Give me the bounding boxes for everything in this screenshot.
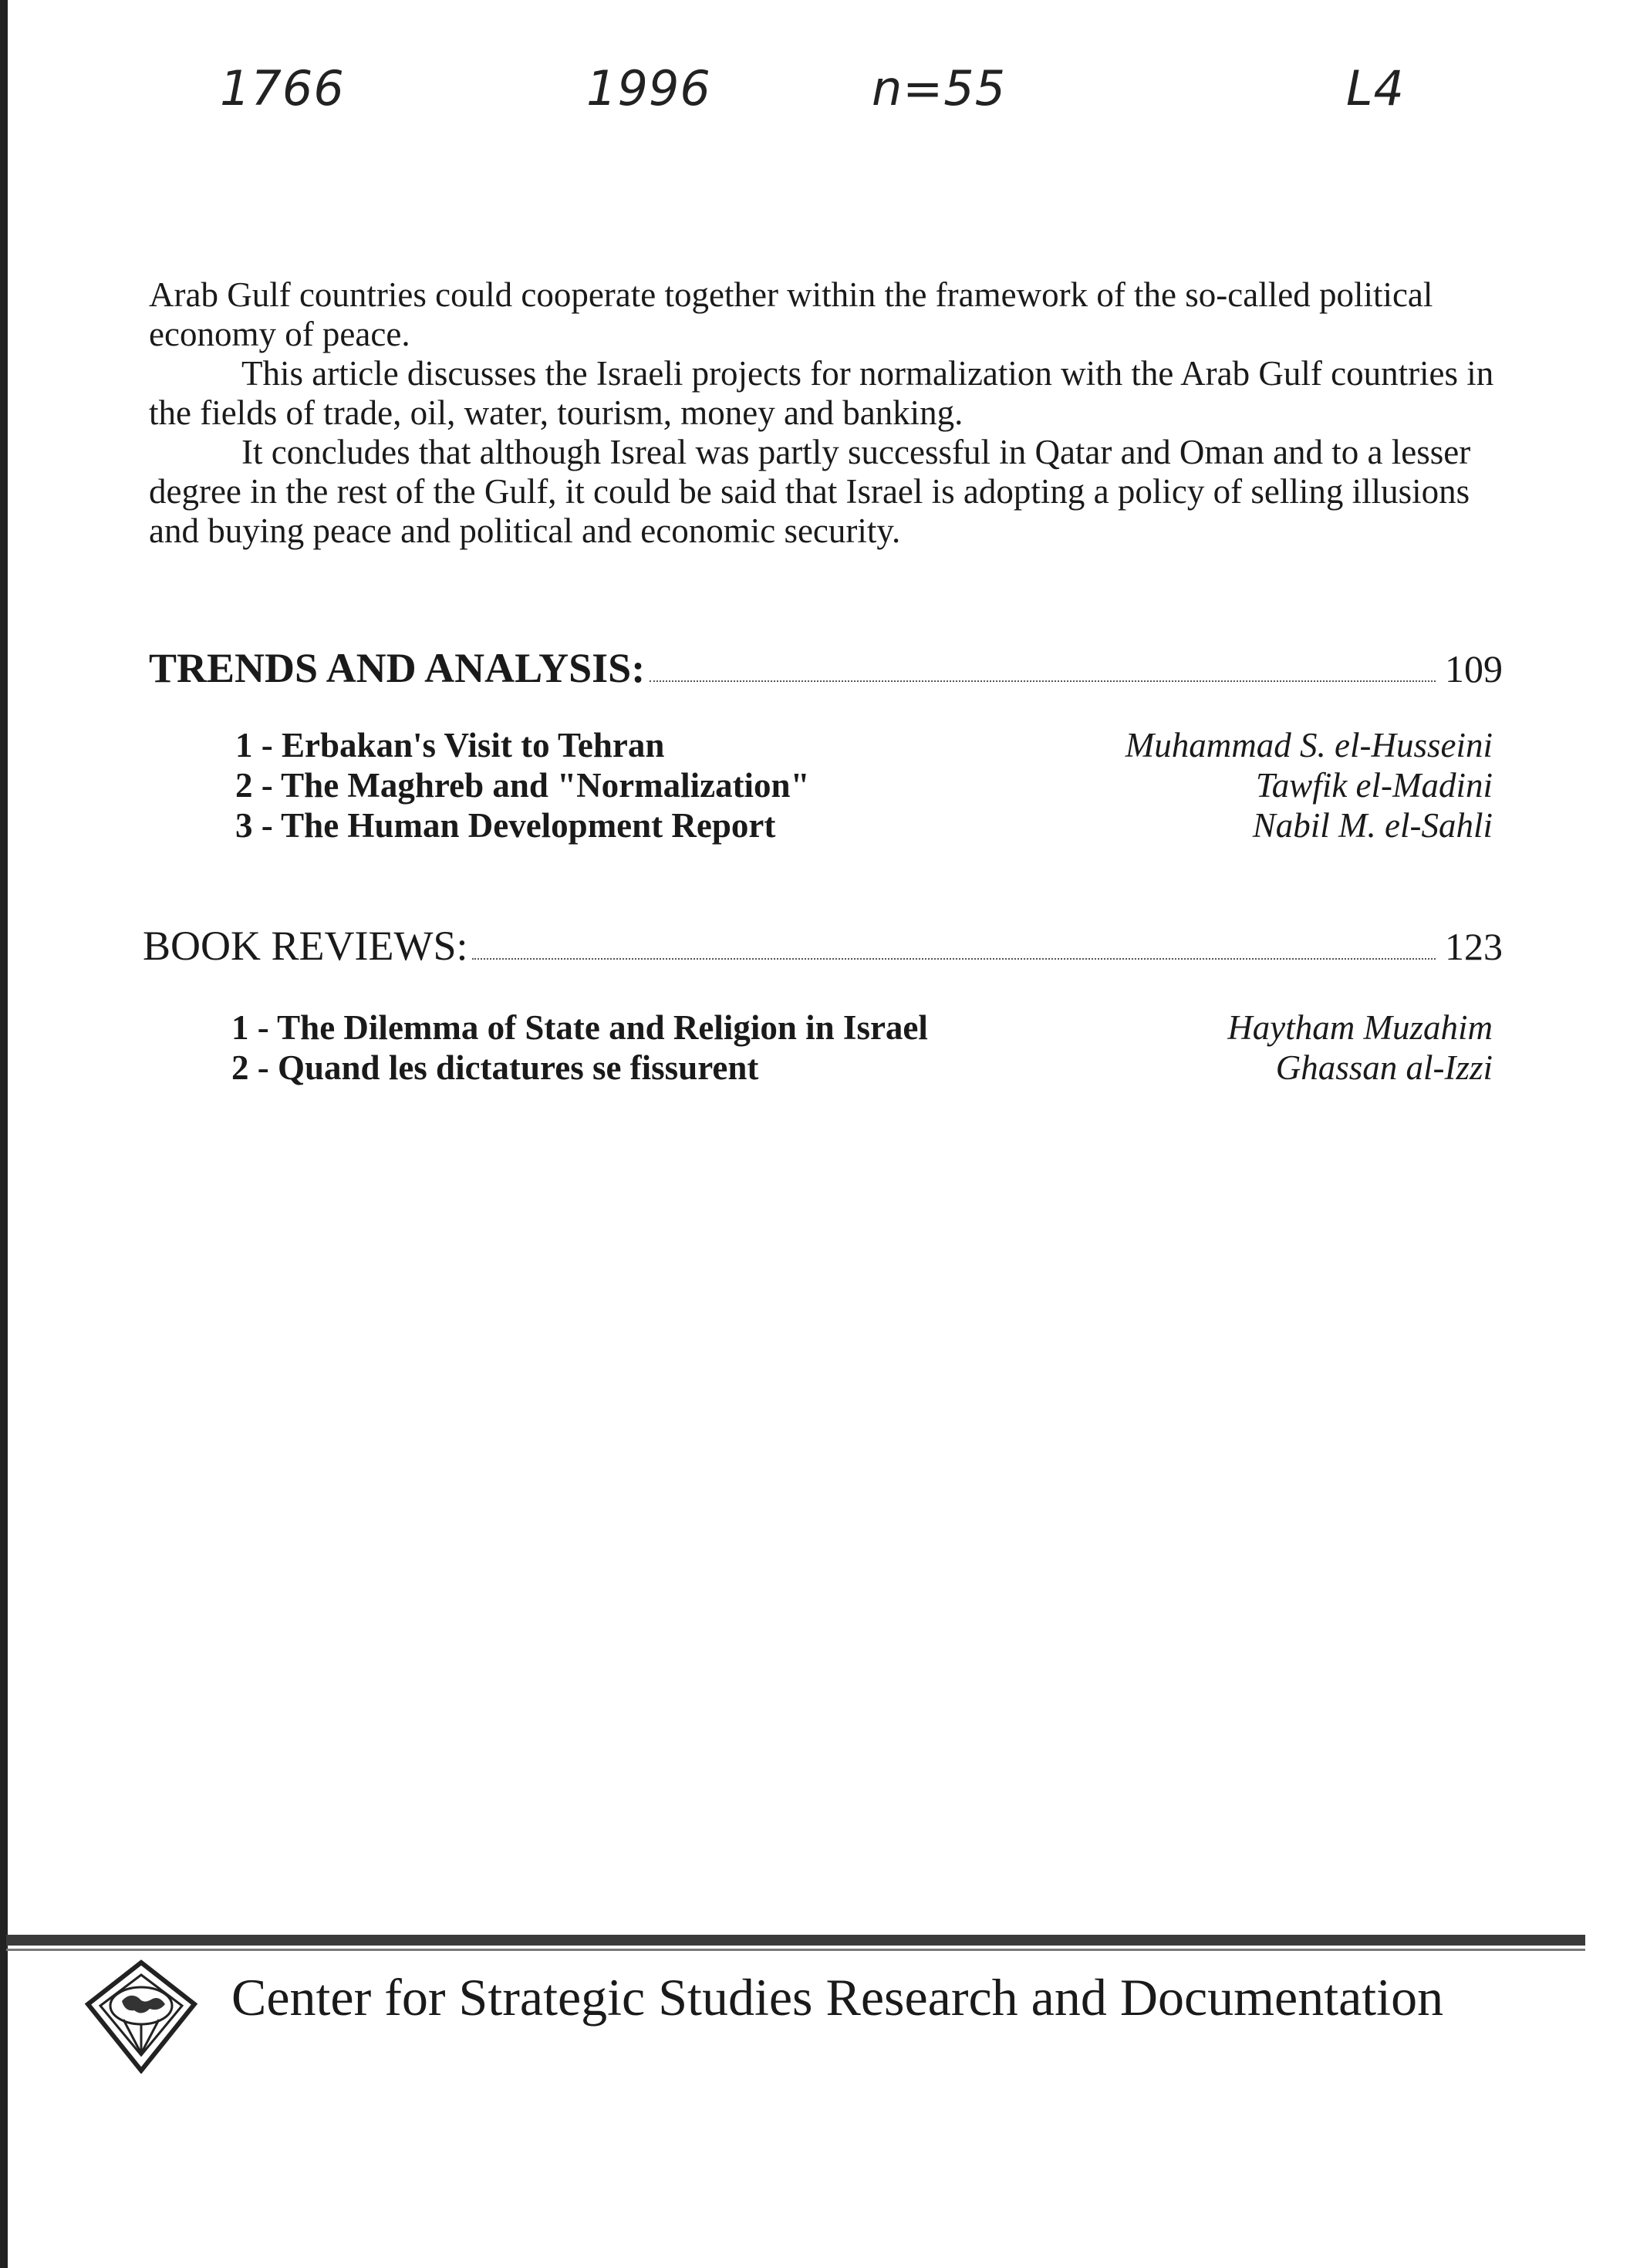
entry-author: Muhammad S. el-Husseini [1125, 726, 1493, 764]
abstract-paragraph: Arab Gulf countries could cooperate together within the framework of the so-called political economy of peace. [149, 275, 1433, 353]
dotted-leader [650, 680, 1436, 682]
section-page-number: 123 [1445, 925, 1503, 968]
toc-entry [231, 1048, 1493, 1088]
section-label: TRENDS AND ANALYSIS: [149, 645, 646, 691]
toc-entry [235, 765, 1493, 805]
entry-author: Haytham Muzahim [1227, 1008, 1493, 1047]
globe-logo-icon [83, 1958, 199, 2074]
trends-section-heading [149, 644, 1503, 692]
toc-entry [235, 725, 1493, 765]
footer-rule [6, 1949, 1585, 1951]
entry-title: 2 - Quand les dictatures se fissurent [231, 1048, 759, 1087]
abstract-paragraph: It concludes that although Isreal was partly successful in Qatar and Oman and to a lesser degree in the rest of the Gulf, it could be said that Israel is adopting a policy of selling illusions and buying peace and political and economic security. [149, 433, 1471, 550]
section-label: BOOK REVIEWS: [143, 923, 468, 969]
entry-author: Nabil M. el-Sahli [1252, 806, 1493, 845]
handwritten-note: n=55 [872, 60, 1007, 116]
handwritten-note: L4 [1346, 60, 1405, 116]
toc-entry [235, 805, 1493, 845]
organization-name: Center for Strategic Studies Research and Documentation [231, 1968, 1444, 2027]
dotted-leader [472, 958, 1436, 960]
entry-author: Tawfik el-Madini [1255, 766, 1493, 805]
toc-entry [231, 1007, 1493, 1048]
entry-title: 1 - Erbakan's Visit to Tehran [235, 726, 665, 764]
abstract-paragraph: This article discusses the Israeli projects for normalization with the Arab Gulf countries in the fields of trade, oil, water, tourism, money and banking. [149, 354, 1494, 432]
footer-rule [6, 1935, 1585, 1946]
handwritten-note: 1766 [220, 60, 345, 116]
book-reviews-heading [143, 922, 1503, 970]
entry-title: 2 - The Maghreb and "Normalization" [235, 766, 810, 805]
abstract-text [149, 275, 1503, 551]
entry-title: 1 - The Dilemma of State and Religion in Israel [231, 1008, 928, 1047]
entry-title: 3 - The Human Development Report [235, 806, 776, 845]
entry-author: Ghassan al-Izzi [1275, 1048, 1493, 1087]
section-page-number: 109 [1445, 647, 1503, 690]
scan-border [0, 0, 8, 2268]
handwritten-note: 1996 [586, 60, 711, 116]
